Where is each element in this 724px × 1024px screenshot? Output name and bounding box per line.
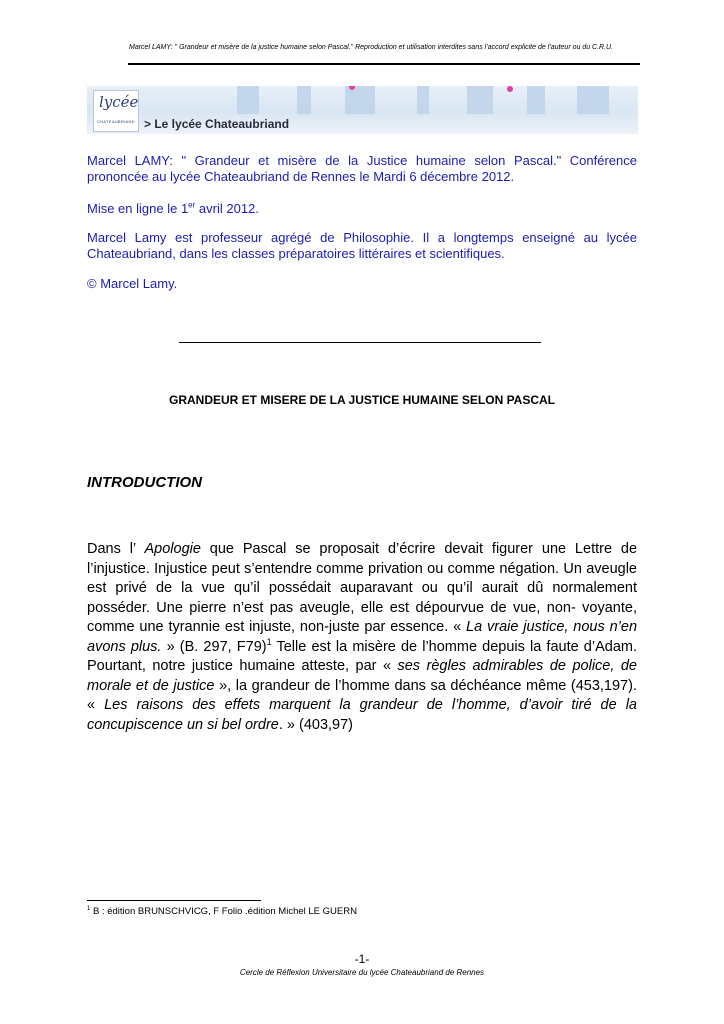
body-text: . » (403,97) bbox=[278, 716, 354, 733]
body-italic: ses règles admirables de police, de morale et de justice bbox=[87, 658, 637, 694]
lycee-banner bbox=[87, 86, 638, 134]
running-footer: Cercle de Réflexion Universitaire du lycée Chateaubriand de Rennes bbox=[239, 968, 485, 977]
body-text: » (B. 297, F79) bbox=[161, 638, 267, 655]
introduction-paragraph bbox=[87, 540, 637, 735]
body-text: », la grandeur de l’homme dans sa déchéance même (453,197). « bbox=[87, 677, 637, 713]
header-rule bbox=[128, 63, 640, 65]
online-date-pre: Mise en ligne le 1 bbox=[87, 201, 189, 216]
online-date-post: avril 2012. bbox=[195, 201, 259, 216]
banner-stripe bbox=[297, 86, 311, 114]
body-italic: La vraie justice, nous n’en avons plus. bbox=[87, 619, 638, 655]
banner-stripe bbox=[417, 86, 429, 114]
banner-title: > Le lycée Chateaubriand bbox=[144, 117, 290, 131]
body-text: Telle est la misère de l’homme depuis la faute d’Adam. Pourtant, notre justice humaine atteste, par « bbox=[87, 638, 637, 674]
page-number: -1- bbox=[354, 952, 370, 966]
body-text: que Pascal se proposait d’écrire devait figurer une Lettre de l’injustice. Injustice peut s’entendre comme privation ou comme négation. Un aveugle est privé de la vue qu’il possédait auparavant ou qu’il aurait dû normalement posséder. Une pierre n’est pas aveugle, elle est dépourvue de vue, non- voyante, comme une tyrannie est injuste, non-juste par essence. « bbox=[87, 541, 638, 635]
conference-info: Marcel LAMY: " Grandeur et misère de la Justice humaine selon Pascal." Conférence prononcée au lycée Chateaubriand de Rennes le Mardi 6 décembre 2012. bbox=[87, 153, 637, 184]
footnote bbox=[87, 906, 357, 917]
lycee-logo bbox=[93, 90, 139, 132]
banner-stripe bbox=[527, 86, 545, 114]
footnote-text: B : édition BRUNSCHVICG, F Folio .édition Michel LE GUERN bbox=[90, 906, 357, 918]
author-bio: Marcel Lamy est professeur agrégé de Philosophie. Il a longtemps enseigné au lycée Chateaubriand, dans les classes préparatoires littéraires et scientifiques. bbox=[87, 230, 637, 261]
section-heading: INTRODUCTION bbox=[87, 474, 202, 491]
banner-stripe bbox=[577, 86, 609, 114]
banner-stripes bbox=[227, 86, 638, 114]
logo-subtext: CHATEAUBRIAND bbox=[97, 119, 135, 124]
running-header: Marcel LAMY: " Grandeur et misère de la justice humaine selon Pascal." Reproduction et utilisation interdites sans l’accord explicite de l’auteur ou du C.R.U. bbox=[129, 44, 614, 51]
body-italic: Apologie bbox=[144, 541, 201, 557]
footnote-ref[interactable]: 1 bbox=[266, 636, 272, 647]
body-italic: Les raisons des effets marquent la grandeur de l’homme, d’avoir tiré de la concupiscence un si bel ordre bbox=[87, 697, 637, 733]
banner-stripe bbox=[237, 86, 259, 114]
decor-dot bbox=[507, 86, 513, 92]
separator-rule bbox=[179, 342, 541, 343]
banner-stripe bbox=[467, 86, 493, 114]
logo-script-text: lycée bbox=[99, 93, 139, 111]
online-date bbox=[87, 201, 637, 217]
online-date-sup: er bbox=[188, 200, 196, 210]
footnote-rule bbox=[87, 900, 261, 901]
banner-stripe bbox=[345, 86, 375, 114]
copyright: © Marcel Lamy. bbox=[87, 276, 178, 291]
document-title: GRANDEUR ET MISERE DE LA JUSTICE HUMAINE SELON PASCAL bbox=[168, 393, 556, 407]
body-text: Dans l’ bbox=[87, 541, 145, 557]
footnote-number: 1 bbox=[87, 906, 91, 912]
